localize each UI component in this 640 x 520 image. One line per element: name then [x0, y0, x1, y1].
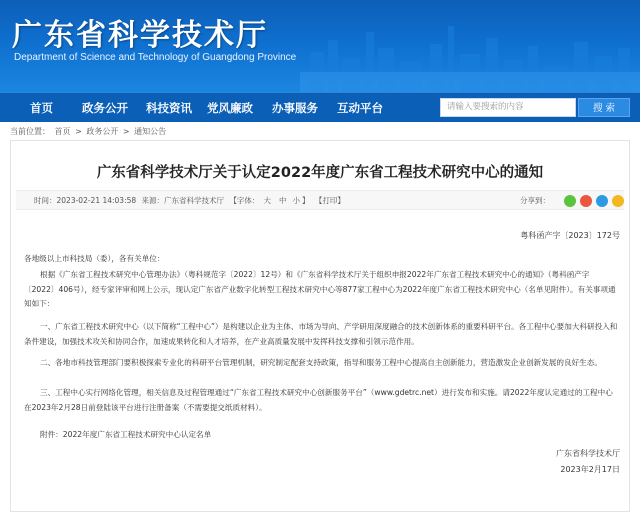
share-label: 分享到：	[520, 196, 550, 205]
nav-item-home[interactable]: 首页	[30, 101, 53, 115]
breadcrumb-prefix: 当前位置：	[10, 127, 50, 136]
signature-date: 2023年2月17日	[560, 465, 620, 474]
search-button[interactable]: 搜 索	[578, 98, 630, 117]
item-2-paragraph: 二、各地市科技管理部门要积极探索专业化的科研平台管理机制，研究制定配套支持政策，指导和服务工程中心提高自主创新能力，营造激发企业创新发展的良好生态。	[40, 358, 602, 367]
font-size-label: 【字体：	[229, 196, 260, 205]
print-button[interactable]: 【打印】	[314, 196, 345, 205]
font-medium-button[interactable]: 中	[278, 196, 287, 205]
breadcrumb-separator: >	[75, 127, 82, 136]
site-subtitle: Department of Science and Technology of Guangdong Province	[14, 52, 297, 63]
item-1-paragraph: 一、广东省工程技术研究中心（以下简称“工程中心”）是构建以企业为主体、市场为导向、产学研用深度融合的技术创新体系的重要科研平台。各工程中心要加大科研投入和条件建设，加强技术攻关和协同合作，加速成果转化和人才培养，在产业高质量发展中发挥科技支撑和引领示范作用。	[24, 322, 618, 346]
font-large-button[interactable]: 大	[263, 196, 271, 205]
signature: 广东省科学技术厅	[556, 449, 620, 458]
nav-item-sci-news[interactable]: 科技资讯	[146, 101, 192, 115]
article-source: 来源：广东省科学技术厅	[141, 196, 225, 205]
font-small-button[interactable]: 小	[292, 196, 300, 205]
font-size-close: 】	[301, 196, 310, 205]
item-3-paragraph: 三、工程中心实行网络化管理，相关信息及过程管理通过“广东省工程技术研究中心创新服务平台”（www.gdetrc.net）进行发布和实施。请2022年度认定通过的工程中心在2023年2月28日前登陆该平台进行注册备案（不需要提交纸质材料）。	[24, 388, 613, 412]
breadcrumb	[10, 125, 168, 139]
nav-item-services[interactable]: 办事服务	[272, 101, 318, 115]
attachment-link[interactable]: 附件：2022年度广东省工程技术研究中心认定名单	[40, 430, 212, 439]
article-title: 广东省科学技术厅关于认定2022年度广东省工程技术研究中心的通知	[96, 165, 544, 181]
publish-time: 时间：2023-02-21 14:03:58	[34, 196, 137, 205]
header-banner	[0, 0, 640, 92]
qzone-icon[interactable]	[612, 195, 624, 207]
nav-item-integrity[interactable]: 党风廉政	[207, 101, 253, 115]
qq-icon[interactable]	[596, 195, 608, 207]
article-meta-bar	[16, 190, 624, 210]
wechat-icon[interactable]	[564, 195, 576, 207]
nav-item-gov-affairs[interactable]: 政务公开	[82, 101, 128, 115]
nav-item-interaction[interactable]: 互动平台	[337, 101, 383, 115]
article-meta	[34, 191, 348, 210]
search-input[interactable]: 请输入要搜索的内容	[440, 98, 576, 117]
intro-paragraph: 根据《广东省工程技术研究中心管理办法》（粤科规范字〔2022〕12号）和《广东省科学技术厅关于组织申报2022年广东省工程技术研究中心的通知》（粤科函产字〔2022〕406号），经专家评审和网上公示，现认定广东省产业数字化转型工程技术研究中心等877家工程中心为2022年度广东省工程技术研究中心（名单见附件）。有关事项通知如下：	[24, 270, 616, 308]
city-skyline-image	[300, 22, 640, 92]
weibo-icon[interactable]	[580, 195, 592, 207]
breadcrumb-separator: >	[122, 127, 130, 136]
breadcrumb-home[interactable]: 首页	[54, 127, 71, 136]
breadcrumb-notices[interactable]: 通知公告	[134, 127, 167, 136]
document-number: 粤科函产字〔2023〕172号	[520, 231, 620, 240]
site-title: 广东省科学技术厅	[12, 18, 268, 53]
salutation: 各地级以上市科技局（委），各有关单位：	[24, 254, 165, 263]
breadcrumb-gov-affairs[interactable]: 政务公开	[86, 127, 119, 136]
